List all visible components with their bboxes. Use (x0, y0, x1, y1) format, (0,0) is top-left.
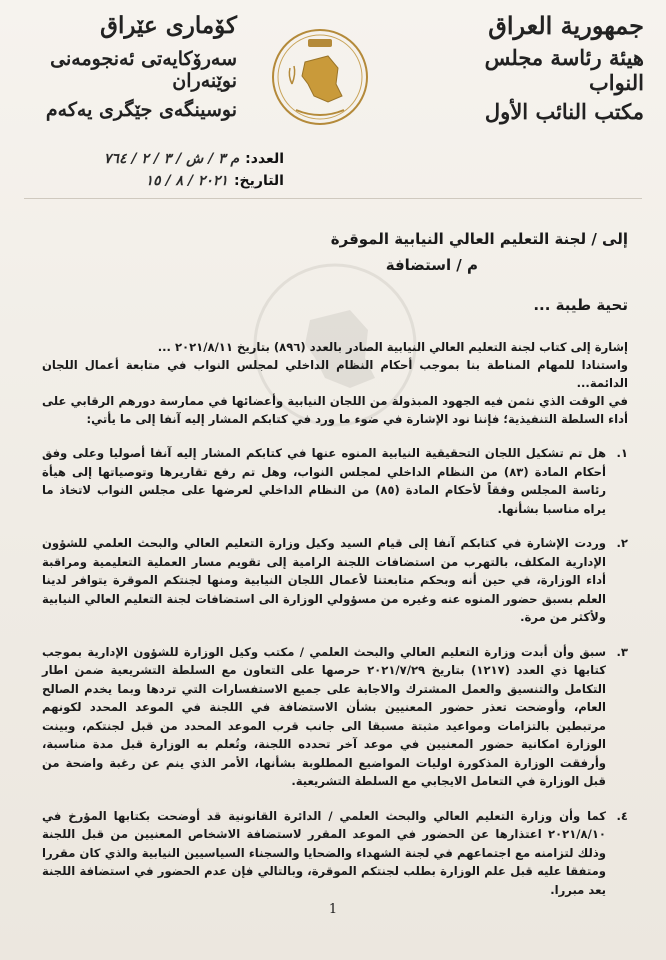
list-item (42, 643, 628, 791)
reference-number-label: العدد: (245, 151, 284, 167)
intro-paragraph (42, 338, 628, 428)
list-item (42, 534, 628, 627)
header-kurdish (22, 12, 237, 122)
header-authority: هيئة رئاسة مجلس النواب (484, 44, 644, 95)
header-divider (24, 198, 642, 199)
letter-body (42, 222, 628, 899)
parliament-emblem-icon (270, 22, 370, 132)
intro-line: إشارة إلى كتاب لجنة التعليم العالي النيابية الصادر بالعدد (٨٩٦) بتاريخ ٢٠٢١/٨/١١ ... (157, 340, 628, 354)
item-number: ٤. (616, 808, 628, 823)
page-number: 1 (328, 902, 338, 917)
recipient-line: إلى / لجنة التعليم العالي النيابية الموقرة (330, 230, 628, 248)
header-country: جمهورية العراق (488, 11, 644, 40)
list-item (42, 444, 628, 518)
greeting: تحية طيبة ... (533, 296, 628, 314)
header-kurdish-country: كۆماری عێراق (100, 12, 237, 39)
item-text: وردت الإشارة في كتابكم آنفا إلى قيام السيد وكيل وزارة التعليم العالي والبحث العلمي للشؤون الإدارية المكلف، بالتهرب من استضافات اللجنة الرامية إلى تقويم مسار العملية التعليمية ومراقبة أداء الوزارة، في حين أنه وبحكم متابعتنا لأعمال اللجان النيابية ومنها لجنتكم الموقرة يتوافر لدينا العلم بسبق حضور المنوه عنه وغيره من مسؤولي الوزارة الى استضافات لجنة التعليم العالي النيابية ولأكثر من مرة. (42, 536, 606, 624)
reference-date-value: ٢٠٢١ / ٨ / ١٥ (145, 173, 228, 189)
intro-line: في الوقت الذي نثمن فيه الجهود المبذولة من اللجان النيابية وأعضائها في ممارسة دورهم الرقابي على أداء السلطة التنفيذية؛ فإننا نود الإشارة في ضوء ما ورد في كتابكم المشار إليه آنفا إلى ما يأتي: (42, 394, 628, 426)
reference-block (44, 148, 284, 192)
list-item (42, 807, 628, 900)
header-kurdish-office: نوسینگەی جێگری یەکەم (45, 99, 237, 122)
header-office: مكتب النائب الأول (484, 99, 644, 125)
item-number: ١. (616, 446, 628, 460)
item-text: هل تم تشكيل اللجان التحقيقية النيابية المنوه عنها في كتابكم المشار إليه آنفا أصوليا وعلى وفق أحكام المادة (٨٣) من النظام الداخلي لمجلس النواب، وهل تم رفع تقاريرها وتوصياتها إلى هيأة رئاسة المجلس وفقاً لأحكام المادة (٨٥) من النظام الداخلي لعرضها على مجلس النواب لاتخاذ ما يراه مناسبا بشأنها. (42, 446, 606, 516)
reference-number-value: م ٣ / ش / ٣ / ٢ / ٧٦٤ (103, 151, 240, 167)
reference-date (44, 170, 284, 192)
reference-number (44, 148, 284, 170)
subject-line: م / استضافة (385, 256, 478, 274)
item-text: كما وأن وزارة التعليم العالي والبحث العلمي / الدائرة القانونية قد أوضحت بكتابها المؤرخ في ٢٠٢١/٨/١٠ اعتذارها عن الحضور في الموعد المقرر لاستضافة الاشخاص المعنيين من قبل اللجنة وذلك لتزامنه مع اجتماعهم في لجنة الشهداء والضحايا والسجناء السياسيين النيابية والذي كان مقررا ومتفقا عليه قبل علم الوزارة بطلب لجنتكم الموقرة، وبالتالي فإن عدم الحضور في استضافة اللجنة يعد مبررا. (42, 808, 606, 897)
intro-line: واستنادا للمهام المناطة بنا بموجب أحكام النظام الداخلي لمجلس النواب في متابعة أعمال اللجان الدائمة... (42, 358, 628, 390)
item-text: سبق وأن أبدت وزارة التعليم العالي والبحث العلمي / مكتب وكيل الوزارة للشؤون الإدارية بموجب كتابها ذي العدد (١٢١٧) بتاريخ ٢٠٢١/٧/٢٩ حرصها على التعاون مع السلطة التشريعية ضمن اطار التكامل والتنسيق والعمل المشترك والاجابة على جميع الاستفسارات التي تردها وبما يخدم الصالح العام، وأوضحت تعذر حضور المعنيين بشأن الاستضافة في اللجنة في الموعد المحدد لكونهم مرتبطين بالتزامات ومواعيد مثبتة مسبقا الى جانب قرب الموعد المحدد من قبل لجنتكم، وبينت الوزارة امكانية حضور المعنيين في موعد آخر تحدده اللجنة، وتُعلم به الوزارة قبل مدة مناسبة، وأرفقت الوزارة المذكورة اوليات المواضيع المطلوبة بشأنها، الأمر الذي ينم عن رغبة واضحة من قبل الوزارة في التعامل الايجابي مع السلطة التشريعية. (42, 644, 606, 788)
header-arabic (434, 12, 644, 124)
reference-date-label: التاريخ: (233, 173, 284, 189)
header-kurdish-authority: سەرۆکایەتی ئەنجومەنی نوێنەران (50, 47, 237, 93)
item-number: ٢. (616, 536, 628, 550)
item-number: ٣. (616, 644, 628, 659)
